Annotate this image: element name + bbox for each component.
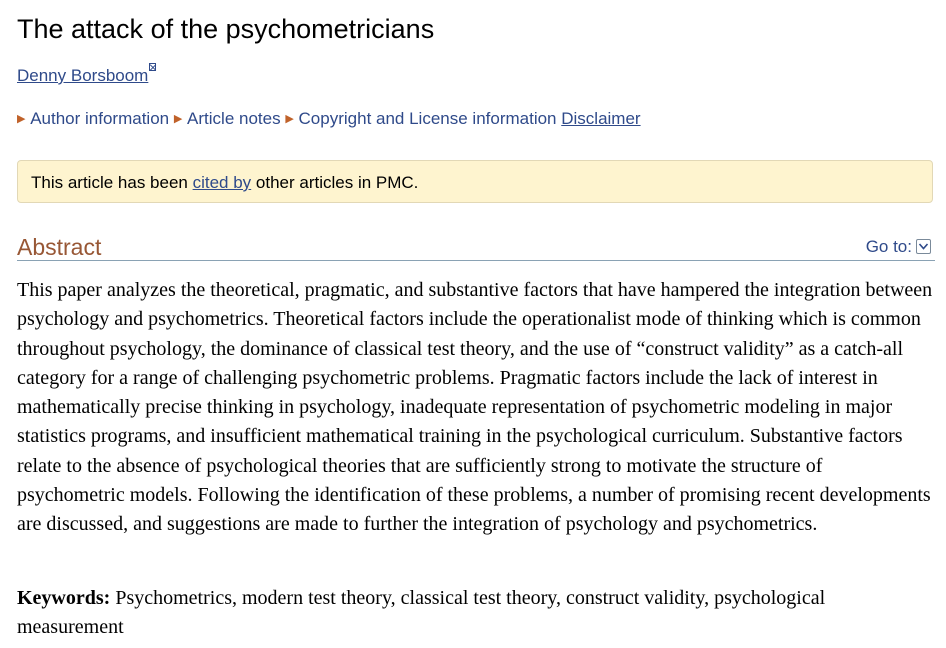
email-icon[interactable] — [149, 63, 156, 71]
author-row — [17, 64, 156, 88]
article-title: The attack of the psychometricians — [17, 14, 435, 44]
disclaimer-link[interactable]: Disclaimer — [561, 109, 641, 128]
article-info-row — [17, 107, 641, 133]
keywords — [17, 584, 935, 643]
keywords-list: Psychometrics, modern test theory, classical test theory, construct validity, psychological measurement — [17, 587, 826, 639]
abstract-heading: Abstract — [17, 234, 102, 260]
author-information-toggle[interactable]: Author information — [30, 109, 170, 128]
author-link[interactable]: Denny Borsboom — [17, 66, 149, 85]
chevron-down-icon[interactable] — [916, 239, 931, 254]
cited-by-link[interactable]: cited by — [192, 173, 252, 192]
triangle-right-icon: ▶ — [285, 113, 294, 125]
copyright-toggle[interactable]: Copyright and License information — [298, 109, 557, 128]
cited-notice — [17, 160, 933, 203]
keywords-label: Keywords: — [17, 587, 111, 609]
abstract-text: This paper analyzes the theoretical, pragmatic, and substantive factors that have hampered the integration between psychology and psychometrics. Theoretical factors include the operationalist mode of thinking which is common throughout psychology, the dominance of classical test theory, and the use of “construct validity” as a catch-all category for a range of challenging psychometric problems. Pragmatic factors include the lack of interest in mathematically precise thinking in psychology, inadequate representation of psychometric modeling in major statistics programs, and insufficient mathematical training in the psychological curriculum. Substantive factors relate to the absence of psychological theories that are sufficiently strong to motivate the structure of psychometric models. Following the identification of these problems, a number of promising recent developments are discussed, and suggestions are made to further the integration of psychology and psychometrics. — [17, 279, 933, 536]
cited-notice-suffix: other articles in PMC. — [251, 173, 419, 192]
triangle-right-icon: ▶ — [173, 113, 183, 125]
cited-notice-prefix: This article has been — [31, 173, 193, 192]
article-notes-toggle[interactable]: Article notes — [187, 109, 281, 128]
goto-menu[interactable] — [866, 236, 931, 258]
abstract-header — [17, 230, 935, 261]
triangle-right-icon: ▶ — [17, 113, 26, 125]
goto-label: Go to: — [865, 237, 912, 256]
